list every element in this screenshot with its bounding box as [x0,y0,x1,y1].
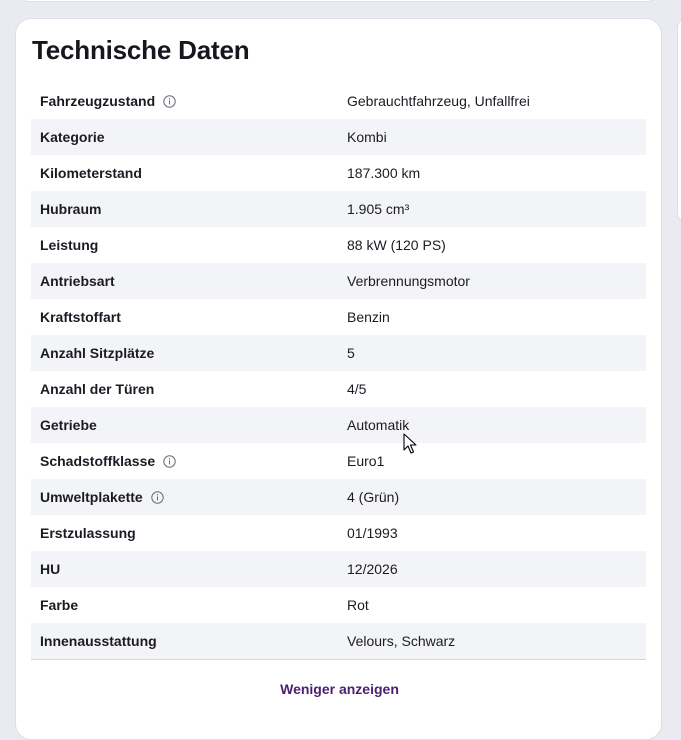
spec-label-text: Farbe [40,597,79,613]
technical-data-card [15,18,662,740]
spec-value: Benzin [347,309,390,325]
info-icon[interactable] [163,455,176,468]
spec-label-text: Schadstoffklasse [40,453,156,469]
spec-row [31,587,646,623]
spec-label [31,489,338,505]
spec-label [31,165,338,181]
spec-row [31,479,646,515]
previous-card [15,0,661,2]
spec-row [31,335,646,371]
spec-value: 5 [347,345,355,361]
spec-row [31,515,646,551]
spec-label-text: Kategorie [40,129,105,145]
spec-label [31,345,338,361]
spec-label [31,561,338,577]
spec-value: 12/2026 [347,561,398,577]
spec-table [31,83,646,660]
spec-row [31,119,646,155]
spec-label [31,237,338,253]
spec-label [31,453,338,469]
info-icon[interactable] [163,95,176,108]
spec-row [31,263,646,299]
spec-label-text: Fahrzeugzustand [40,93,156,109]
spec-label [31,129,338,145]
spec-value: 4/5 [347,381,367,397]
spec-label [31,93,338,109]
spec-value: Euro1 [347,453,385,469]
side-card [677,18,681,223]
spec-row [31,227,646,263]
spec-value: Automatik [347,417,410,433]
spec-label-text: Umweltplakette [40,489,143,505]
spec-value: Verbrennungsmotor [347,273,470,289]
section-title: Technische Daten [32,35,250,65]
spec-row [31,155,646,191]
spec-label [31,381,338,397]
spec-row [31,83,646,119]
spec-label [31,309,338,325]
spec-row [31,191,646,227]
spec-value: Kombi [347,129,387,145]
spec-label [31,273,338,289]
spec-value: 187.300 km [347,165,421,181]
spec-value: 4 (Grün) [347,489,400,505]
spec-value: Velours, Schwarz [347,633,456,649]
spec-row [31,551,646,587]
spec-row [31,371,646,407]
spec-label-text: Erstzulassung [40,525,136,541]
spec-value: Rot [347,597,369,613]
spec-label-text: Hubraum [40,201,102,217]
spec-value: 88 kW (120 PS) [347,237,446,253]
spec-label-text: Kilometerstand [40,165,142,181]
spec-label [31,201,338,217]
show-less-link[interactable]: Weniger anzeigen [280,681,399,697]
spec-label-text: HU [40,561,61,577]
mouse-cursor-icon [403,433,417,455]
spec-label-text: Kraftstoffart [40,309,121,325]
spec-label [31,633,338,649]
spec-label-text: Leistung [40,237,99,253]
spec-label [31,417,338,433]
spec-label-text: Antriebsart [40,273,115,289]
spec-value: Gebrauchtfahrzeug, Unfallfrei [347,93,530,109]
spec-label-text: Anzahl Sitzplätze [40,345,155,361]
spec-row [31,407,646,443]
info-icon[interactable] [151,491,164,504]
spec-row [31,443,646,479]
spec-label-text: Innenausstattung [40,633,157,649]
spec-label-text: Anzahl der Türen [40,381,155,397]
spec-value: 01/1993 [347,525,398,541]
spec-label [31,597,338,613]
spec-row [31,623,646,660]
spec-label [31,525,338,541]
spec-value: 1.905 cm³ [347,201,410,217]
spec-row [31,299,646,335]
spec-label-text: Getriebe [40,417,97,433]
